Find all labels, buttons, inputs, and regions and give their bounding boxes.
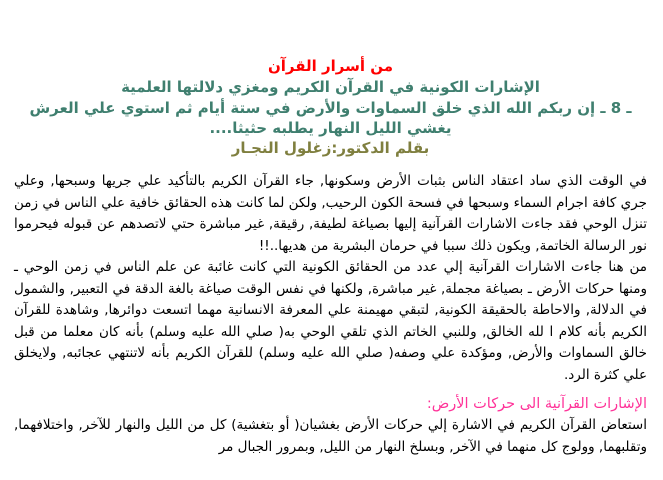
- body-paragraph-3: استعاض القرآن الكريم في الاشارة إلي حركات الأرض بغشيان( أو بتغشية) كل من الليل والنهار للآخر, واختلافهما, وتقلبهما, وولوج كل منهما في الآخر, وبسلخ النهار من الليل, وبمرور الجبال مر: [14, 417, 647, 455]
- article-verse-quote: ـ 8 ـ إن ربكم الله الذي خلق السماوات والأرض في ستة أيام ثم استوي علي العرش يغشي الليل النهار يطلبه حثيثا....: [29, 99, 632, 137]
- body-paragraph-1: في الوقت الذي ساد اعتقاد الناس بثبات الأرض وسكونها, جاء القرآن الكريم بالتأكيد علي جريها وسبحها, وعلي جري كافة اجرام السماء وسبحها في فسحة الكون الرحيب, ولكن لما كانت هذه الحقائق خافية علي الناس في زمن تنزل الوحي فقد جاءت الاشارات القرآنية إليها بصياغة لطيفة, رقيقة, غير مباشرة حتي لاتصدهم عن قبوله فيحرموا نور الرسالة الخاتمة, ويكون ذلك سببا في حرمان البشرية من هديها..!!: [14, 173, 647, 254]
- document-body: [14, 171, 647, 458]
- article-main-title: الإشارات الكونية في القرآن الكريم ومغزي دلالتها العلمية: [121, 78, 540, 96]
- body-paragraph-2: من هنا جاءت الاشارات القرآنية إلي عدد من الحقائق الكونية التي كانت غائبة عن علم الناس في زمن الوحي ـ ومنها حركات الأرض ـ بصياغة مجملة, غير مباشرة, ولكنها في نفس الوقت صياغة بالغة الدقة في التعبير, والشمول في الدلالة, والاحاطة بالحقيقة الكونية, لتبقي مهيمنة علي المعرفة الانسانية مهما اتسعت دوائرها, وشاهدة للقرآن الكريم بأنه كلام ا لله الخالق, وللنبي الخاتم الذي تلقي الوحي به( صلي الله عليه وسلم) بأنه كان معلما من قبل خالق السماوات والأرض, ومؤكدة علي وصفه( صلي الله عليه وسلم) للقرآن الكريم بأنه لاتنتهي عجائبه, ولايخلق علي كثرة الرد.: [14, 259, 647, 383]
- article-series-title: من أسرار القرآن: [267, 57, 394, 75]
- document-header: [14, 56, 647, 159]
- section-heading-earth-movements: الإشارات القرآنية الى حركات الأرض:: [426, 396, 647, 412]
- article-byline: بقلم الدكتور:زغلول النجـار: [231, 139, 430, 157]
